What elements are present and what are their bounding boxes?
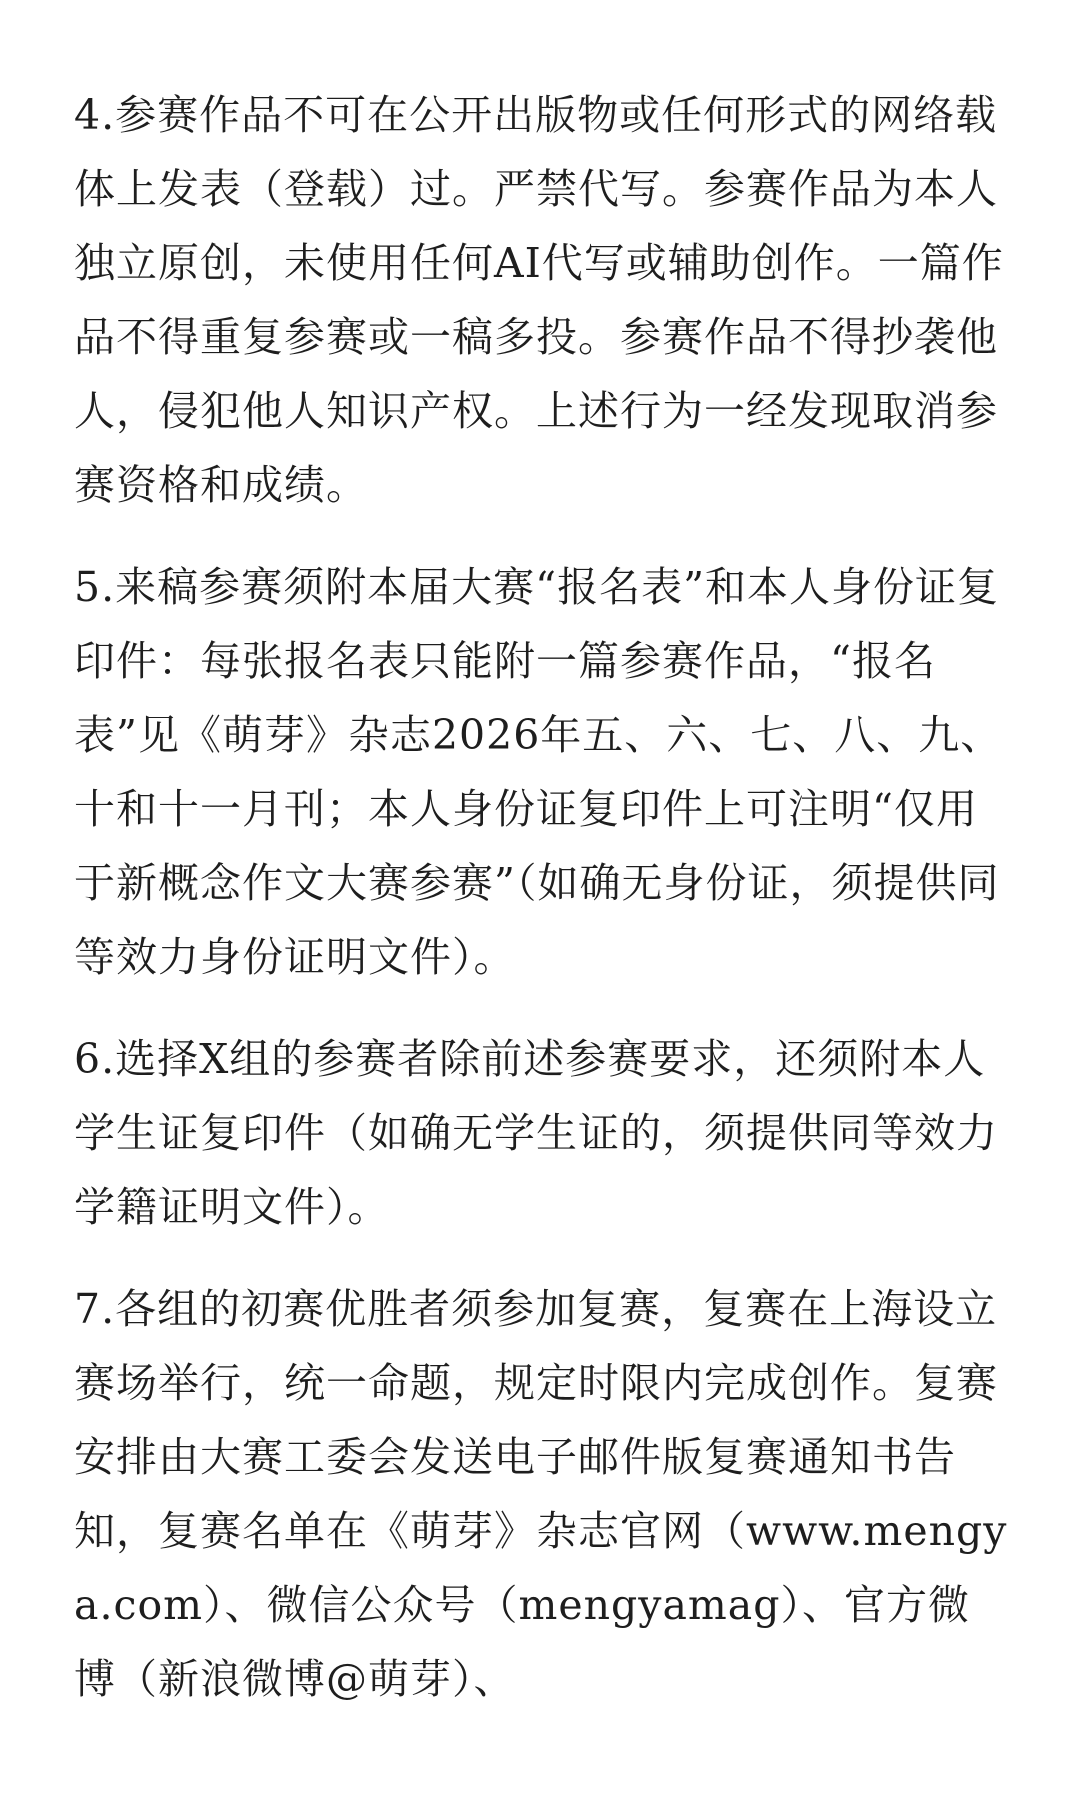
rule-paragraph-7: 7.各组的初赛优胜者须参加复赛，复赛在上海设立赛场举行，统一命题，规定时限内完成创作。复赛安排由大赛工委会发送电子邮件版复赛通知书告知，复赛名单在《萌芽》杂志官网（www.mengya.com）、微信公众号（mengyamag）、官方微博（新浪微博@萌芽）、 xyxy=(74,1285,1008,1703)
rule-paragraph-6: 6.选择X组的参赛者除前述参赛要求，还须附本人学生证复印件（如确无学生证的，须提供同等效力学籍证明文件）。 xyxy=(74,1035,998,1231)
rule-paragraph-5: 5.来稿参赛须附本届大赛“报名表”和本人身份证复印件：每张报名表只能附一篇参赛作品，“报名表”见《萌芽》杂志2026年五、六、七、八、九、十和十一月刊；本人身份证复印件上可注明“仅用于新概念作文大赛参赛”（如确无身份证，须提供同等效力身份证明文件）。 xyxy=(74,563,1003,981)
rule-paragraph-4: 4.参赛作品不可在公开出版物或任何形式的网络载体上发表（登载）过。严禁代写。参赛作品为本人独立原创，未使用任何AI代写或辅助创作。一篇作品不得重复参赛或一稿多投。参赛作品不得抄袭他人，侵犯他人知识产权。上述行为一经发现取消参赛资格和成绩。 xyxy=(74,91,1004,509)
